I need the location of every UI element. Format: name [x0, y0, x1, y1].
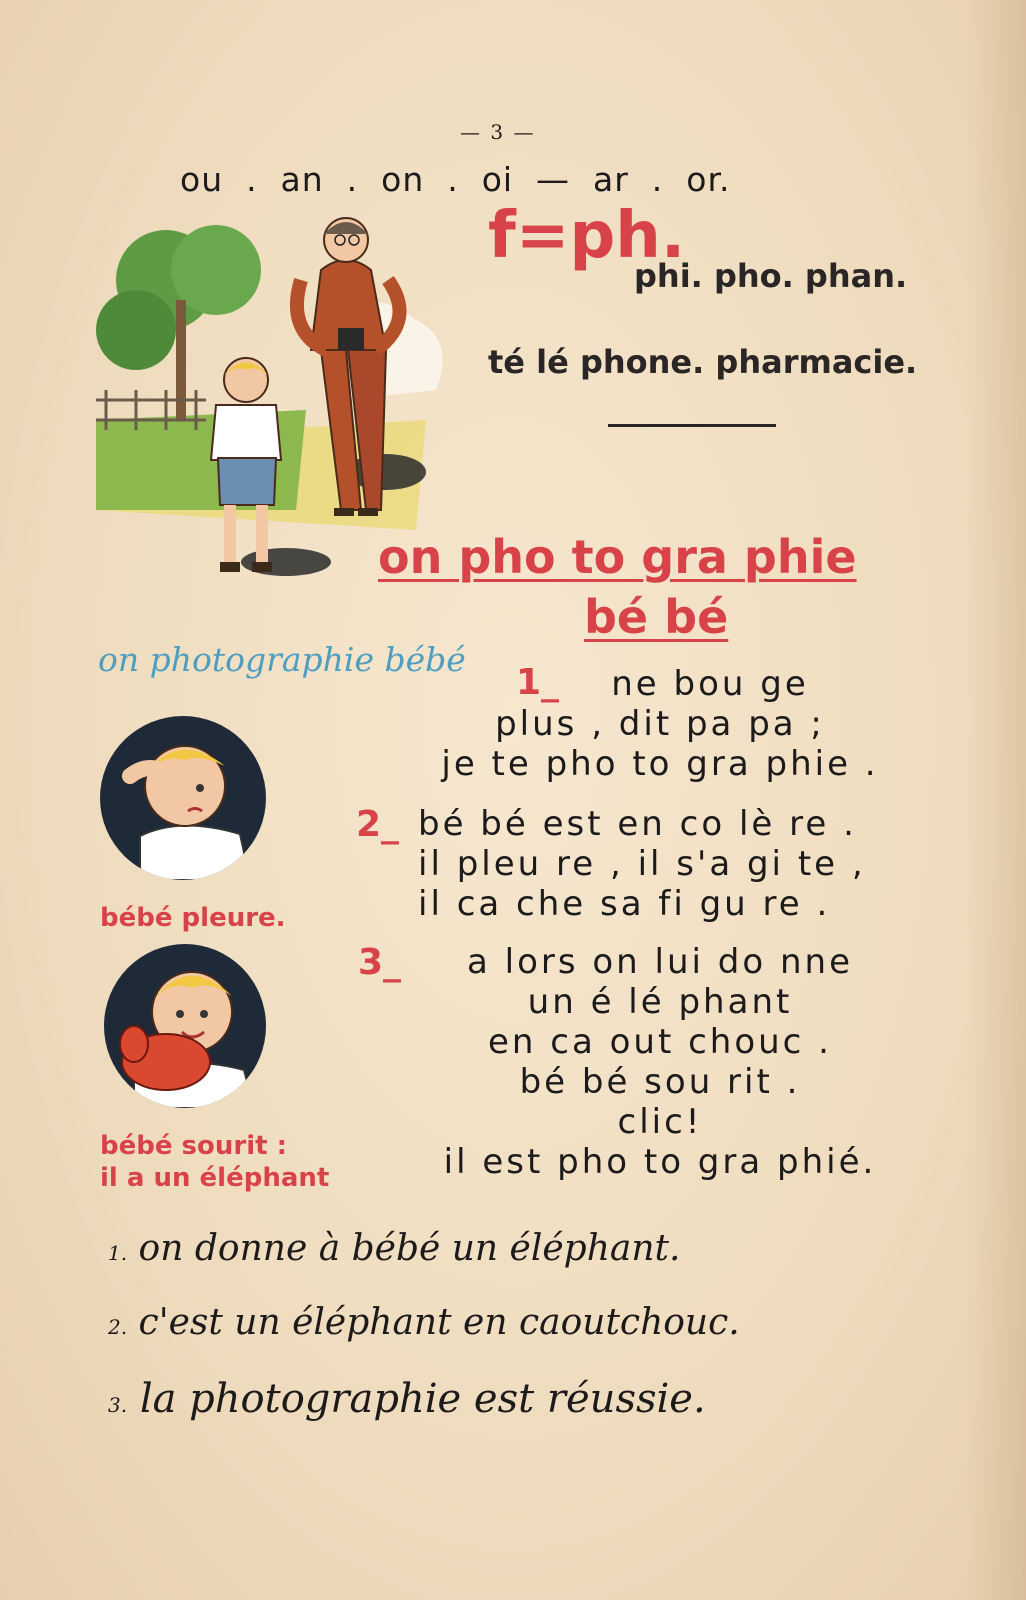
lesson-title-line1: on pho to gra phie [378, 530, 857, 584]
paragraph-2-number: 2_ [356, 804, 400, 845]
phoneme-equation: f=ph. [488, 199, 686, 273]
paragraph-line: en ca out chouc . [487, 1022, 832, 1062]
page-number: — 3 — [460, 120, 536, 144]
paragraph-3 [420, 942, 900, 1182]
paragraph-1 [420, 664, 900, 784]
caption-baby-smiles-line1: bébé sourit : [100, 1131, 288, 1161]
caption-baby-smiles-line2: il a un éléphant [100, 1163, 330, 1193]
caption-baby-cries: bébé pleure. [100, 903, 286, 933]
phoneme-words: té lé phone. pharmacie. [488, 343, 918, 381]
cursive-sentence-3 [108, 1376, 706, 1422]
smiling-baby-drawing [104, 944, 266, 1108]
crying-baby-drawing [100, 716, 266, 880]
divider-line [608, 424, 776, 427]
cursive-number: 1. [108, 1241, 128, 1265]
paragraph-line: il ca che sa fi gu re . [418, 884, 831, 924]
paragraph-2 [418, 804, 898, 924]
cursive-text: c'est un éléphant en caoutchouc. [138, 1302, 740, 1343]
paragraph-line: ne bou ge [611, 664, 809, 704]
paragraph-1-number: 1_ [516, 662, 560, 703]
paragraph-line: a lors on lui do nne [466, 942, 853, 982]
phoneme-syllables: phi. pho. phan. [634, 257, 908, 295]
script-caption: on photographie bébé [98, 640, 466, 679]
paragraph-line: il est pho to gra phié. [443, 1142, 877, 1182]
cursive-text: on donne à bébé un éléphant. [138, 1228, 681, 1269]
page-edge-shadow [966, 0, 1026, 1600]
paragraph-3-number: 3_ [358, 942, 402, 983]
cursive-text: la photographie est réussie. [139, 1376, 706, 1422]
paragraph-line: plus , dit pa pa ; [495, 704, 825, 744]
smiling-baby-illustration [104, 944, 266, 1108]
paragraph-line: il pleu re , il s'a gi te , [418, 844, 866, 884]
paragraph-line: je te pho to gra phie . [441, 744, 879, 784]
paragraph-line: un é lé phant [527, 982, 793, 1022]
lesson-title-line2: bé bé [584, 590, 729, 644]
paragraph-line: bé bé est en co lè re . [418, 804, 857, 844]
caption-baby-smiles [100, 1130, 329, 1194]
crying-baby-illustration [100, 716, 266, 880]
cursive-sentence-2 [108, 1302, 740, 1343]
paragraph-line: clic! [617, 1102, 703, 1142]
paragraph-line: bé bé sou rit . [519, 1062, 801, 1102]
sounds-line: ou . an . on . oi — ar . or. [180, 160, 731, 199]
cursive-sentence-1 [108, 1228, 680, 1269]
cursive-number: 2. [108, 1315, 128, 1339]
cursive-number: 3. [108, 1393, 128, 1417]
